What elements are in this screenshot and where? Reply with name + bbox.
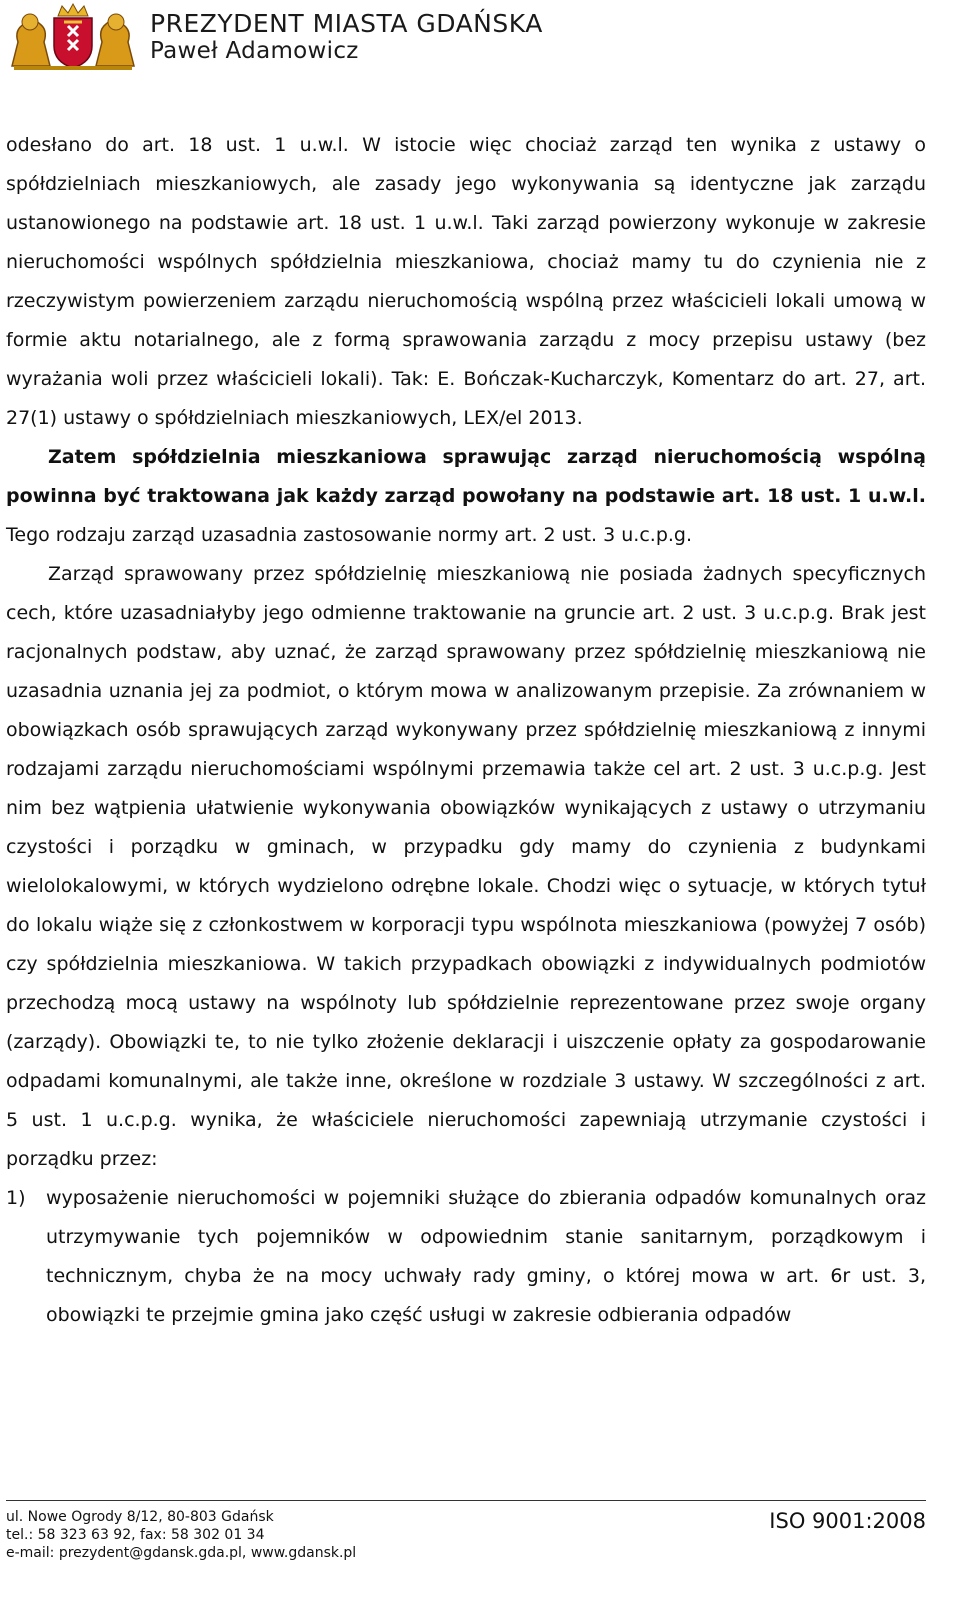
footer-address: ul. Nowe Ogrody 8/12, 80-803 Gdańsk bbox=[6, 1509, 274, 1525]
footer-email: e-mail: prezydent@gdansk.gda.pl, www.gdansk.pl bbox=[6, 1545, 357, 1561]
list-item bbox=[6, 1179, 926, 1335]
obligations-list bbox=[6, 1179, 926, 1335]
paragraph-2-emphasis: Zatem spółdzielnia mieszkaniowa sprawując zarząd nieruchomością wspólną powinna być traktowana jak każdy zarząd powołany na podstawie art. 18 ust. 1 u.w.l. bbox=[6, 446, 926, 507]
letterhead bbox=[0, 0, 960, 75]
person-name: Paweł Adamowicz bbox=[150, 38, 359, 64]
footer-divider bbox=[6, 1500, 926, 1501]
letter-body bbox=[6, 126, 926, 1335]
list-item-number: 1) bbox=[6, 1187, 26, 1209]
list-item-text: wyposażenie nieruchomości w pojemniki służące do zbierania odpadów komunalnych oraz utrzymywanie tych pojemników w odpowiednim stanie sanitarnym, porządkowym i technicznym, chyba że na mocy uchwały rady gminy, o której mowa w art. 6r ust. 3, obowiązki te przejmie gmina jako część usługi w zakresie odbierania odpadów bbox=[46, 1187, 926, 1326]
footer-contact bbox=[6, 1508, 356, 1562]
gdansk-coat-of-arms-icon bbox=[4, 2, 142, 72]
organization-name: PREZYDENT MIASTA GDAŃSKA bbox=[150, 9, 543, 38]
paragraph-3: Zarząd sprawowany przez spółdzielnię mieszkaniową nie posiada żadnych specyficznych cech, które uzasadniałyby jego odmienne traktowanie na gruncie art. 2 ust. 3 u.c.p.g. Brak jest racjonalnych podstaw, aby uznać, że zarząd sprawowany przez spółdzielnię mieszkaniową nie uzasadnia uznania jej za podmiot, o którym mowa w analizowanym przepisie. Za zrównaniem w obowiązkach osób sprawujących zarząd wykonywany przez spółdzielnię mieszkaniową z innymi rodzajami zarządu nieruchomościami wspólnymi przemawia także cel art. 2 ust. 3 u.c.p.g. Jest nim bez wątpienia ułatwienie wykonywania obowiązków wynikających z ustawy o utrzymaniu czystości i porządku w gminach, w przypadku gdy mamy do czynienia z budynkami wielolokalowymi, w których wydzielono odrębne lokale. Chodzi więc o sytuacje, w których tytuł do lokalu wiąże się z członkostwem w korporacji typu wspólnota mieszkaniowa (powyżej 7 osób) czy spółdzielnia mieszkaniowa. W takich przypadkach obowiązki z indywidualnych podmiotów przechodzą mocą ustawy na wspólnoty lub spółdzielnie reprezentowane przez swoje organy (zarządy). Obowiązki te, to nie tylko złożenie deklaracji i uiszczenie opłaty za gospodarowanie odpadami komunalnymi, ale także inne, określone w rozdziale 3 ustawy. W szczególności z art. 5 ust. 1 u.c.p.g. wynika, że właściciele nieruchomości zapewniają utrzymanie czystości i porządku przez: bbox=[6, 563, 926, 1170]
footer-phone: tel.: 58 323 63 92, fax: 58 302 01 34 bbox=[6, 1527, 265, 1543]
paragraph-2-text: Tego rodzaju zarząd uzasadnia zastosowanie normy art. 2 ust. 3 u.c.p.g. bbox=[6, 524, 693, 546]
paragraph-1: odesłano do art. 18 ust. 1 u.w.l. W istocie więc chociaż zarząd ten wynika z ustawy o spółdzielniach mieszkaniowych, ale zasady jego wykonywania są identyczne jak zarządu ustanowionego na podstawie art. 18 ust. 1 u.w.l. Taki zarząd powierzony wykonuje w zakresie nieruchomości wspólnych spółdzielnia mieszkaniowa, chociaż mamy tu do czynienia nie z rzeczywistym powierzeniem zarządu nieruchomością wspólną przez właścicieli lokali umową w formie aktu notarialnego, ale z formą sprawowania zarządu z mocy przepisu ustawy (bez wyrażania woli przez właścicieli lokali). Tak: E. Bończak-Kucharczyk, Komentarz do art. 27, art. 27(1) ustawy o spółdzielniach mieszkaniowych, LEX/el 2013. bbox=[6, 134, 926, 429]
paragraph-2 bbox=[6, 438, 926, 555]
iso-certification: ISO 9001:2008 bbox=[769, 1509, 926, 1533]
